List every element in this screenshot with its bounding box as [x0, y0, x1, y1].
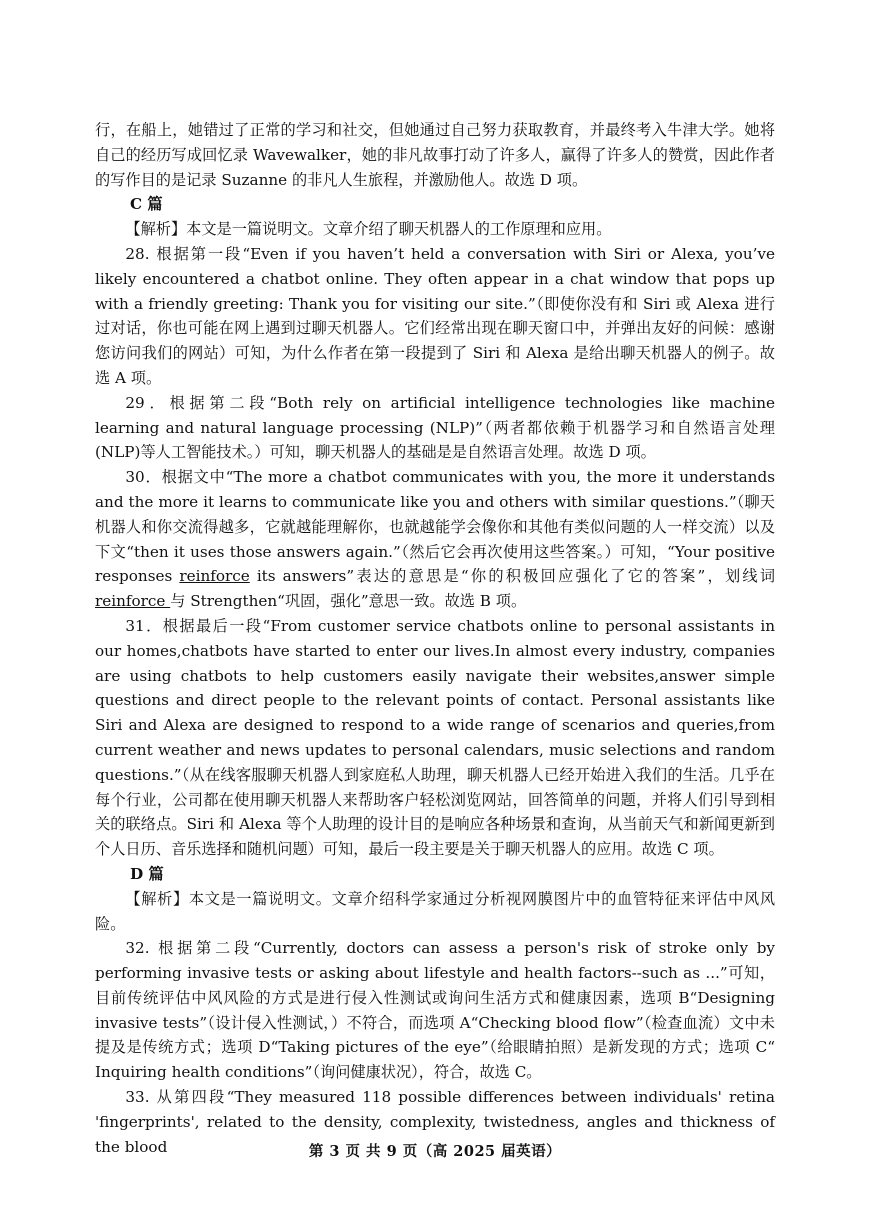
- underlined-word: reinforce: [179, 567, 250, 586]
- section-heading-c: C 篇: [130, 195, 163, 214]
- q30-text-part3: 与 Strengthen“巩固，强化”意思一致。故选 B 项。: [170, 592, 527, 611]
- question-30-explanation: [95, 465, 775, 614]
- question-32-explanation: 32. 根据第二段“Currently, doctors can assess a person's risk of stroke only by performing invasive tests or asking about lifestyle and health factors--such as ...”可知，目前传统评估中风风险的方式是进行侵入性测试或询问生活方式和健康因素，选项 B“Designing invasive tests”（设计侵入性测试，）不符合，而选项 A“Checking blood flow”（检查血流）文中未提及是传统方式；选项 D“Taking pictures of the eye”（给眼睛拍照）是新发现的方式；选项 C“ Inquiring health conditions”（询问健康状况），符合，故选 C。: [95, 939, 775, 1082]
- page-content: [95, 118, 775, 1159]
- q30-text-part2: its answers”表达的意思是“你的积极回应强化了它的答案”，划线词: [249, 567, 776, 586]
- question-28-explanation: 28. 根据第一段“Even if you haven’t held a conversation with Siri or Alexa, you’ve likely encountered a chatbot online. They often appear in a chat window that pops up with a friendly greeting: Thank you for visiting our site.”（即使你没有和 Siri 或 Alexa 进行过对话，你也可能在网上遇到过聊天机器人。它们经常出现在聊天窗口中，并弹出友好的问候：感谢您访问我们的网站）可知，为什么作者在第一段提到了 Siri 和 Alexa 是给出聊天机器人的例子。故选 A 项。: [95, 244, 775, 387]
- underlined-word: reinforce: [95, 592, 171, 611]
- paragraph-continued: 行，在船上，她错过了正常的学习和社交，但她通过自己努力获取教育，并最终考入牛津大学。她将自己的经历写成回忆录 Wavewalker，她的非凡故事打动了许多人，赢得了许多人的赞赏，因此作者的写作目的是记录 Suzanne 的非凡人生旅程，并激励他人。故选 D 项。: [95, 121, 775, 189]
- q30-text-part1: 30．根据文中“The more a chatbot communicates with you, the more it understands and the more it learns to communicate like you and others with similar questions.”（聊天机器人和你交流得越多，它就越能理解你，也就越能学会像你和其他有类似问题的人一样交流）以及下文“then it uses those answers again.”（然后它会再次使用这些答案。）可知，“Your positive responses: [95, 468, 775, 586]
- question-29-explanation: 29．根据第二段“Both rely on artificial intelligence technologies like machine learning and natural language processing (NLP)”（两者都依赖于机器学习和自然语言处理(NLP)等人工智能技术。）可知，聊天机器人的基础是是自然语言处理。故选 D 项。: [95, 393, 775, 462]
- section-heading-d: D 篇: [130, 864, 164, 883]
- section-c-analysis: 【解析】本文是一篇说明文。文章介绍了聊天机器人的工作原理和应用。: [125, 220, 612, 239]
- question-33-explanation: 33. 从第四段“They measured 118 possible differences between individuals' retina 'fingerprints', related to the density, complexity, twistedness, angles and thickness of the blood: [95, 1088, 775, 1156]
- page-footer: 第 3 页 共 9 页（高 2025 届英语）: [308, 1143, 562, 1160]
- question-31-explanation: 31．根据最后一段“From customer service chatbots online to personal assistants in our homes,chatbots have started to enter our lives.In almost every industry, companies are using chatbots to help customers easily navigate their websites,answer simple questions and direct people to the relevant points of contact. Personal assistants like Siri and Alexa are designed to respond to a wide range of scenarios and queries,from current weather and news updates to personal calendars, music selections and random questions.”（从在线客服聊天机器人到家庭私人助理，聊天机器人已经开始进入我们的生活。几乎在每个行业，公司都在使用聊天机器人来帮助客户轻松浏览网站，回答简单的问题，并将人们引导到相关的联络点。Siri 和 Alexa 等个人助理的设计目的是响应各种场景和查询，从当前天气和新闻更新到个人日历、音乐选择和随机问题）可知，最后一段主要是关于聊天机器人的应用。故选 C 项。: [95, 616, 775, 859]
- section-d-analysis: 【解析】本文是一篇说明文。文章介绍科学家通过分析视网膜图片中的血管特征来评估中风风险。: [95, 889, 775, 933]
